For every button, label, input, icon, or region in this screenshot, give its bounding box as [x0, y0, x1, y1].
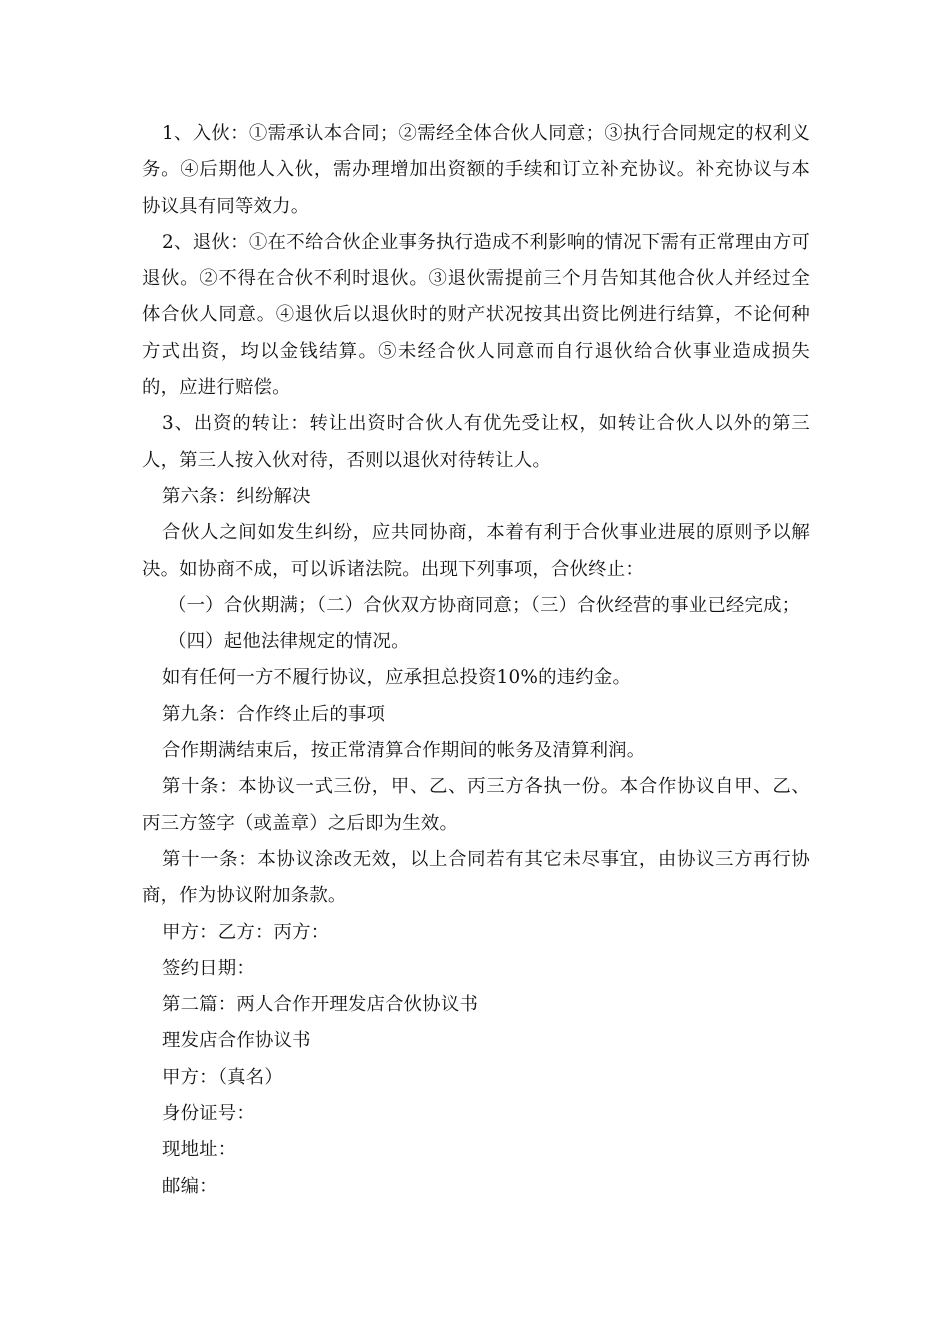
signing-date: 签约日期：	[162, 957, 255, 979]
article-six-heading: 第六条：纠纷解决	[162, 485, 311, 507]
clause-withdrawal: 2、退伙：①在不给合伙企业事务执行造成不利影响的情况下需有正常理由方可退伙。②不得在合伙不利时退伙。③退伙需提前三个月告知其他合伙人并经过全体合伙人同意。④退伙后以退伙时的财产状况按其出资比例进行结算，不论何种方式出资，均以金钱结算。⑤未经合伙人同意而自行退伙给合伙事业造成损失的，应进行赔偿。	[142, 231, 810, 399]
article-ten-text: 第十条：本协议一式三份，甲、乙、丙三方各执一份。本合作协议自甲、乙、丙三方签字（或盖章）之后即为生效。	[142, 776, 810, 834]
signature-parties: 甲方：乙方：丙方：	[162, 921, 330, 943]
agreement-title: 理发店合作协议书	[162, 1030, 311, 1052]
dispute-resolution-text: 合伙人之间如发生纠纷，应共同协商，本着有利于合伙事业进展的原则予以解决。如协商不成，可以诉诸法院。出现下列事项，合伙终止：	[142, 522, 810, 580]
second-part-title: 第二篇：两人合作开理发店合伙协议书	[162, 994, 479, 1016]
clause-transfer: 3、出资的转让：转让出资时合伙人有优先受让权，如转让合伙人以外的第三人，第三人按入伙对待，否则以退伙对待转让人。	[142, 413, 810, 471]
clause-joining: 1、入伙：①需承认本合同；②需经全体合伙人同意；③执行合同规定的权利义务。④后期他人入伙，需办理增加出资额的手续和订立补充协议。补充协议与本协议具有同等效力。	[142, 123, 810, 217]
party-a-name: 甲方：（真名）	[162, 1066, 283, 1088]
article-eleven-text: 第十一条：本协议涂改无效，以上合同若有其它未尽事宜，由协议三方再行协商，作为协议附加条款。	[142, 848, 810, 907]
termination-items-1-3: （一）合伙期满；（二）合伙双方协商同意；（三）合伙经营的事业已经完成；	[168, 594, 801, 616]
id-number-label: 身份证号：	[162, 1103, 255, 1125]
penalty-text: 如有任何一方不履行协议，应承担总投资10%的违约金。	[162, 667, 632, 689]
postcode-label: 邮编：	[162, 1175, 218, 1197]
document-body	[142, 116, 810, 1205]
termination-item-4: （四）起他法律规定的情况。	[168, 631, 410, 653]
settlement-text: 合作期满结束后，按正常清算合作期间的帐务及清算利润。	[162, 740, 646, 762]
article-nine-heading: 第九条：合作终止后的事项	[162, 703, 386, 725]
address-label: 现地址：	[162, 1139, 237, 1161]
